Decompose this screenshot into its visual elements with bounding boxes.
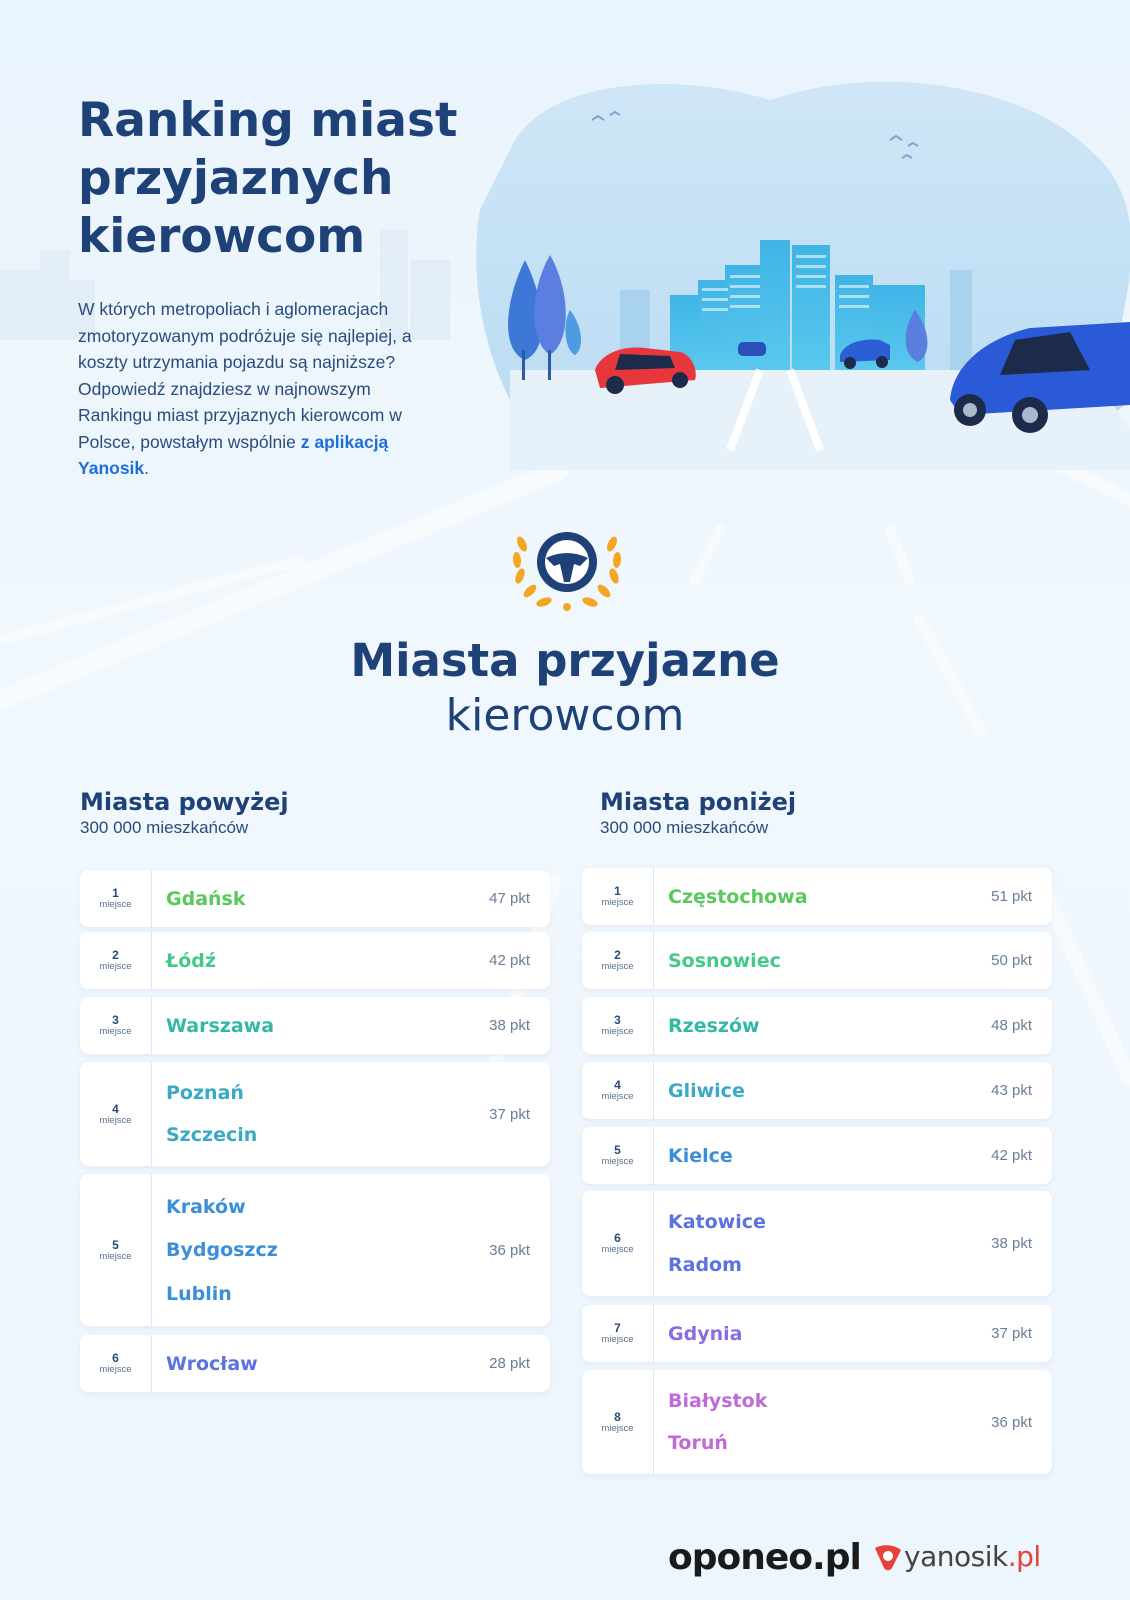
city-list	[166, 870, 246, 927]
rank-label: miejsce	[601, 1091, 634, 1102]
rank-number: 8	[614, 1409, 621, 1424]
city-name: Katowice	[668, 1211, 766, 1234]
rank-label: miejsce	[601, 961, 634, 972]
steering-wheel-laurel-icon	[508, 514, 626, 614]
rank-number: 5	[112, 1237, 119, 1252]
intro-paragraph	[78, 296, 443, 482]
points-value: 50 pkt	[991, 952, 1032, 969]
city-name: Poznań	[166, 1082, 244, 1104]
rank-number: 2	[614, 948, 621, 962]
right-heading: Miasta poniżej	[600, 788, 797, 816]
city-name: Częstochowa	[668, 885, 808, 908]
ranking-row	[582, 1191, 1052, 1296]
city-name: Gdynia	[668, 1322, 743, 1345]
city-list	[668, 932, 781, 989]
rank-label: miejsce	[99, 1114, 132, 1126]
left-heading: Miasta powyżej	[80, 788, 289, 816]
city-name: Gliwice	[668, 1079, 745, 1102]
city-name: Szczecin	[166, 1124, 258, 1146]
city-list	[668, 1062, 745, 1119]
ranking-row	[80, 1062, 550, 1166]
rank-cell	[582, 1305, 654, 1362]
city-name: Lublin	[166, 1282, 232, 1305]
rank-label: miejsce	[601, 1422, 634, 1434]
city-list	[668, 1191, 766, 1296]
city-name: Sosnowiec	[668, 949, 781, 972]
rank-label: miejsce	[99, 1026, 132, 1037]
rank-cell	[582, 1370, 654, 1474]
rank-cell	[80, 870, 152, 927]
yanosik-logo	[872, 1540, 1041, 1573]
section-title-bold: Miasta przyjazne	[350, 634, 780, 687]
rank-cell	[582, 1062, 654, 1119]
city-name: Gdańsk	[166, 887, 246, 910]
city-list	[668, 1370, 767, 1474]
city-name: Wrocław	[166, 1352, 258, 1375]
rank-number: 1	[614, 884, 621, 898]
points-value: 36 pkt	[991, 1413, 1032, 1431]
city-name: Rzeszów	[668, 1014, 760, 1037]
rank-label: miejsce	[99, 899, 132, 910]
city-list	[668, 1127, 733, 1184]
yanosik-tld: .pl	[1007, 1540, 1041, 1573]
rank-cell	[582, 1191, 654, 1296]
rank-number: 6	[112, 1351, 119, 1365]
ranking-row	[80, 997, 550, 1054]
ranking-row	[80, 932, 550, 989]
rank-label: miejsce	[601, 1244, 634, 1255]
city-list	[166, 932, 216, 989]
rank-label: miejsce	[99, 961, 132, 972]
city-name: Radom	[668, 1253, 742, 1276]
section-title-regular: kierowcom	[445, 690, 685, 741]
points-value: 38 pkt	[489, 1017, 530, 1034]
points-value: 28 pkt	[489, 1355, 530, 1372]
ranking-row	[582, 1127, 1052, 1184]
yanosik-word: yanosik	[904, 1540, 1008, 1573]
points-value: 48 pkt	[991, 1017, 1032, 1034]
intro-text: W których metropoliach i aglomeracjach zmotoryzowanym podróżuje się najlepiej, a koszty utrzymania pojazdu są najniższe? Odpowiedź znajdziesz w najnowszym Rankingu miast przyjaznych kierowcom w Polsce, powstałym wspólnie	[78, 299, 412, 452]
rank-number: 3	[112, 1013, 119, 1027]
points-value: 47 pkt	[489, 890, 530, 907]
points-value: 37 pkt	[991, 1325, 1032, 1342]
left-column-header	[80, 788, 289, 838]
city-list	[668, 1305, 742, 1362]
city-name: Łódź	[166, 949, 216, 972]
ranking-row	[582, 868, 1052, 925]
city-list	[668, 997, 760, 1054]
points-value: 42 pkt	[489, 952, 530, 969]
ranking-row	[582, 1062, 1052, 1119]
city-name: Toruń	[668, 1432, 728, 1454]
points-value: 43 pkt	[991, 1082, 1032, 1099]
city-name: Kraków	[166, 1195, 246, 1218]
ranking-row	[80, 870, 550, 927]
yanosik-mark-icon	[872, 1542, 904, 1572]
rank-cell	[582, 932, 654, 989]
city-name: Bydgoszcz	[166, 1239, 278, 1261]
rank-cell	[80, 1062, 152, 1166]
points-value: 51 pkt	[991, 888, 1032, 905]
points-value: 42 pkt	[991, 1147, 1032, 1164]
oponeo-logo: oponeo.pl	[668, 1537, 861, 1578]
rank-cell	[582, 868, 654, 925]
yanosik-link[interactable]: z aplikacją Yanosik	[78, 431, 389, 478]
ranking-row	[80, 1174, 550, 1326]
rank-number: 4	[112, 1101, 119, 1116]
rank-cell	[80, 1335, 152, 1392]
rank-number: 3	[614, 1013, 621, 1027]
yanosik-wordmark	[904, 1540, 1041, 1573]
rank-label: miejsce	[99, 1250, 132, 1262]
ranking-row	[80, 1335, 550, 1392]
rank-number: 7	[614, 1321, 621, 1335]
points-value: 38 pkt	[991, 1235, 1032, 1252]
rank-number: 2	[112, 948, 119, 962]
ranking-row	[582, 997, 1052, 1054]
ranking-row	[582, 1370, 1052, 1474]
city-name: Kielce	[668, 1144, 733, 1167]
rank-label: miejsce	[601, 1026, 634, 1037]
ranking-row	[582, 1305, 1052, 1362]
city-road-illustration	[470, 70, 1130, 470]
rank-number: 1	[112, 886, 119, 900]
right-column-header	[600, 788, 796, 838]
rank-number: 4	[614, 1078, 621, 1092]
rank-label: miejsce	[601, 897, 634, 908]
rank-label: miejsce	[601, 1156, 634, 1167]
rank-number: 6	[614, 1231, 621, 1245]
city-list	[668, 868, 808, 925]
rank-cell	[582, 997, 654, 1054]
points-value: 36 pkt	[489, 1241, 530, 1259]
city-list	[166, 997, 274, 1054]
right-subheading: 300 000 mieszkańców	[600, 818, 769, 837]
city-list	[166, 1174, 278, 1326]
points-value: 37 pkt	[489, 1105, 530, 1123]
intro-end: .	[144, 458, 150, 478]
rank-number: 5	[614, 1143, 621, 1157]
left-subheading: 300 000 mieszkańców	[80, 818, 249, 837]
rank-cell	[80, 932, 152, 989]
city-list	[166, 1335, 258, 1392]
city-list	[166, 1062, 257, 1166]
city-name: Białystok	[668, 1390, 768, 1412]
rank-label: miejsce	[99, 1364, 132, 1375]
rank-cell	[80, 997, 152, 1054]
page-title: Ranking miast przyjaznych kierowcom	[78, 93, 458, 264]
rank-label: miejsce	[601, 1334, 634, 1345]
rank-cell	[80, 1174, 152, 1326]
rank-cell	[582, 1127, 654, 1184]
city-name: Warszawa	[166, 1014, 275, 1037]
ranking-row	[582, 932, 1052, 989]
